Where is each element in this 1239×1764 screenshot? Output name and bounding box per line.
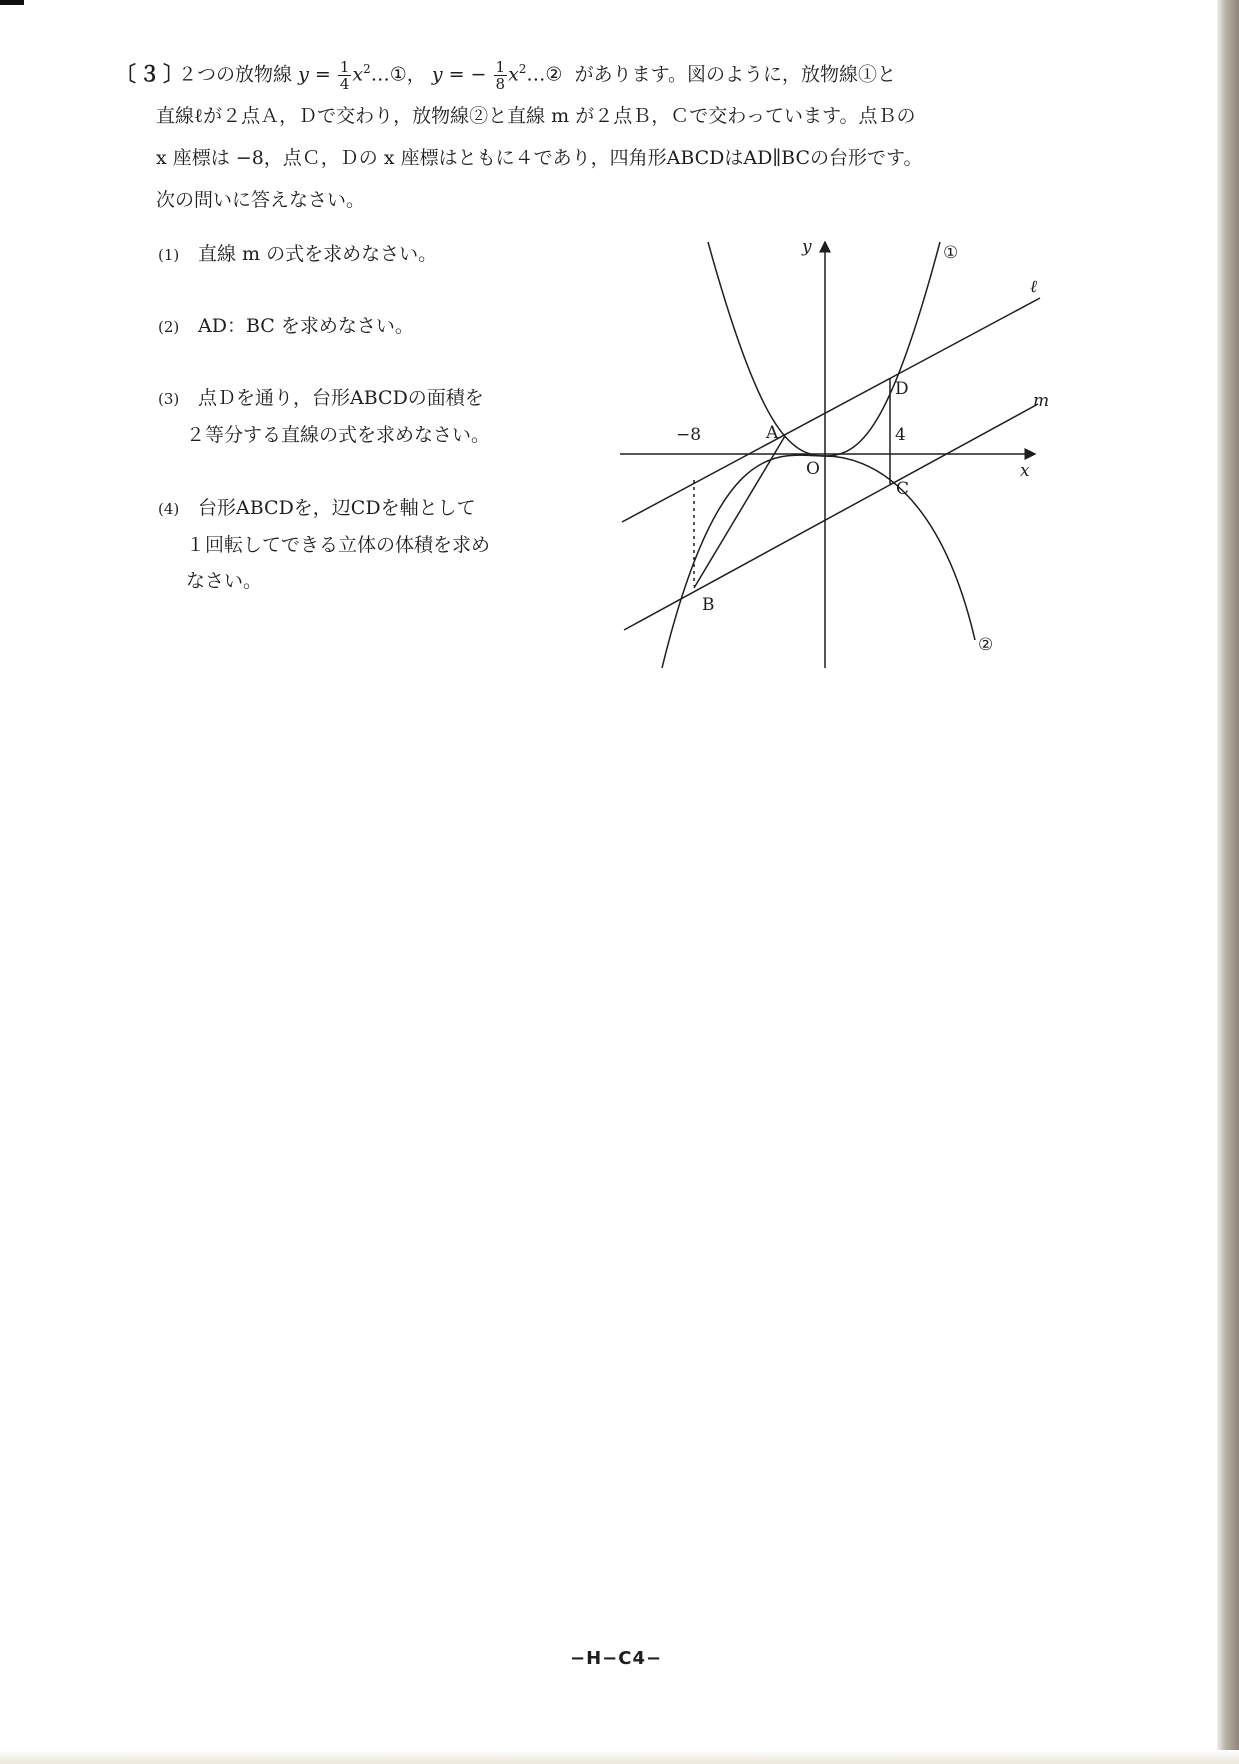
eq1-fraction (338, 59, 352, 92)
question-4-number: (4) (158, 500, 180, 518)
eq1-mark: …①， (370, 63, 426, 86)
question-1-text: 直線 m の式を求めなさい。 (198, 243, 438, 265)
intro-text-1-tail: があります。図のように，放物線①と (574, 63, 897, 86)
page-edge-shadow (1217, 0, 1239, 1764)
eq2-mark: …② (526, 63, 563, 86)
question-2-text: AD：BC を求めなさい。 (198, 315, 414, 337)
intro-line-2: 直線ℓが２点Ａ，Ｄで交わり，放物線②と直線 m が２点Ｂ，Ｃで交わっています。点Ｂの (156, 105, 916, 128)
point-d-label: D (895, 379, 909, 399)
point-c-label: C (896, 479, 910, 499)
question-3-text-1: 点Ｄを通り，台形ABCDの面積を (198, 387, 484, 409)
line-l-label: ℓ (1030, 277, 1038, 297)
x-axis-label: x (1020, 461, 1030, 481)
question-4-text-1: 台形ABCDを，辺CDを軸として (198, 497, 476, 519)
intro-line-1 (178, 48, 1078, 95)
eq2-variable: x (508, 63, 519, 86)
question-3-number: (3) (158, 390, 180, 408)
point-a-label: A (766, 423, 779, 443)
page-footer: −H−C4− (570, 1648, 663, 1669)
parabola-diagram (610, 230, 1050, 670)
corner-mark (0, 0, 24, 5)
intro-text-1: ２つの放物線 (178, 63, 293, 86)
problem-intro (156, 48, 1078, 221)
y-axis-label: y (802, 237, 812, 257)
eq1-exponent: 2 (363, 62, 371, 76)
eq1-variable: x (352, 63, 364, 86)
curve-1-label: ① (943, 243, 959, 263)
point-b-label: B (702, 595, 715, 615)
intro-line-3: x 座標は −8，点Ｃ，Ｄの x 座標はともに４であり，四角形ABCDはAD∥BCの台形です。 (156, 147, 923, 170)
eq1-lhs: y = (298, 63, 331, 86)
origin-label: O (806, 459, 820, 479)
question-4 (158, 490, 490, 599)
eq1-denominator: 4 (339, 74, 350, 93)
tick-4-label: 4 (895, 425, 906, 445)
question-1 (158, 236, 437, 273)
parabola-1 (708, 242, 940, 456)
question-3-text-2: ２等分する直線の式を求めなさい。 (186, 424, 491, 446)
tick-neg8-label: −8 (676, 425, 702, 445)
eq2-exponent: 2 (518, 62, 527, 76)
line-l (622, 298, 1040, 522)
eq2-numerator: 1 (495, 57, 506, 76)
intro-line-4: 次の問いに答えなさい。 (156, 189, 366, 212)
eq1-numerator: 1 (339, 57, 350, 76)
question-4-text-2: １回転してできる立体の体積を求め (186, 534, 491, 556)
page-bottom-edge (0, 1750, 1239, 1764)
question-4-text-3: なさい。 (186, 570, 263, 592)
eq2-fraction (494, 59, 508, 92)
question-3 (158, 380, 490, 453)
curve-2-label: ② (978, 635, 994, 655)
problem-number: 〔３〕 (115, 61, 187, 86)
question-2-number: (2) (158, 318, 180, 336)
question-1-number: (1) (158, 246, 180, 264)
eq2-denominator: 8 (495, 74, 506, 93)
eq2-lhs: y = − (431, 63, 487, 86)
question-2 (158, 308, 414, 345)
line-m-label: m (1033, 391, 1050, 411)
